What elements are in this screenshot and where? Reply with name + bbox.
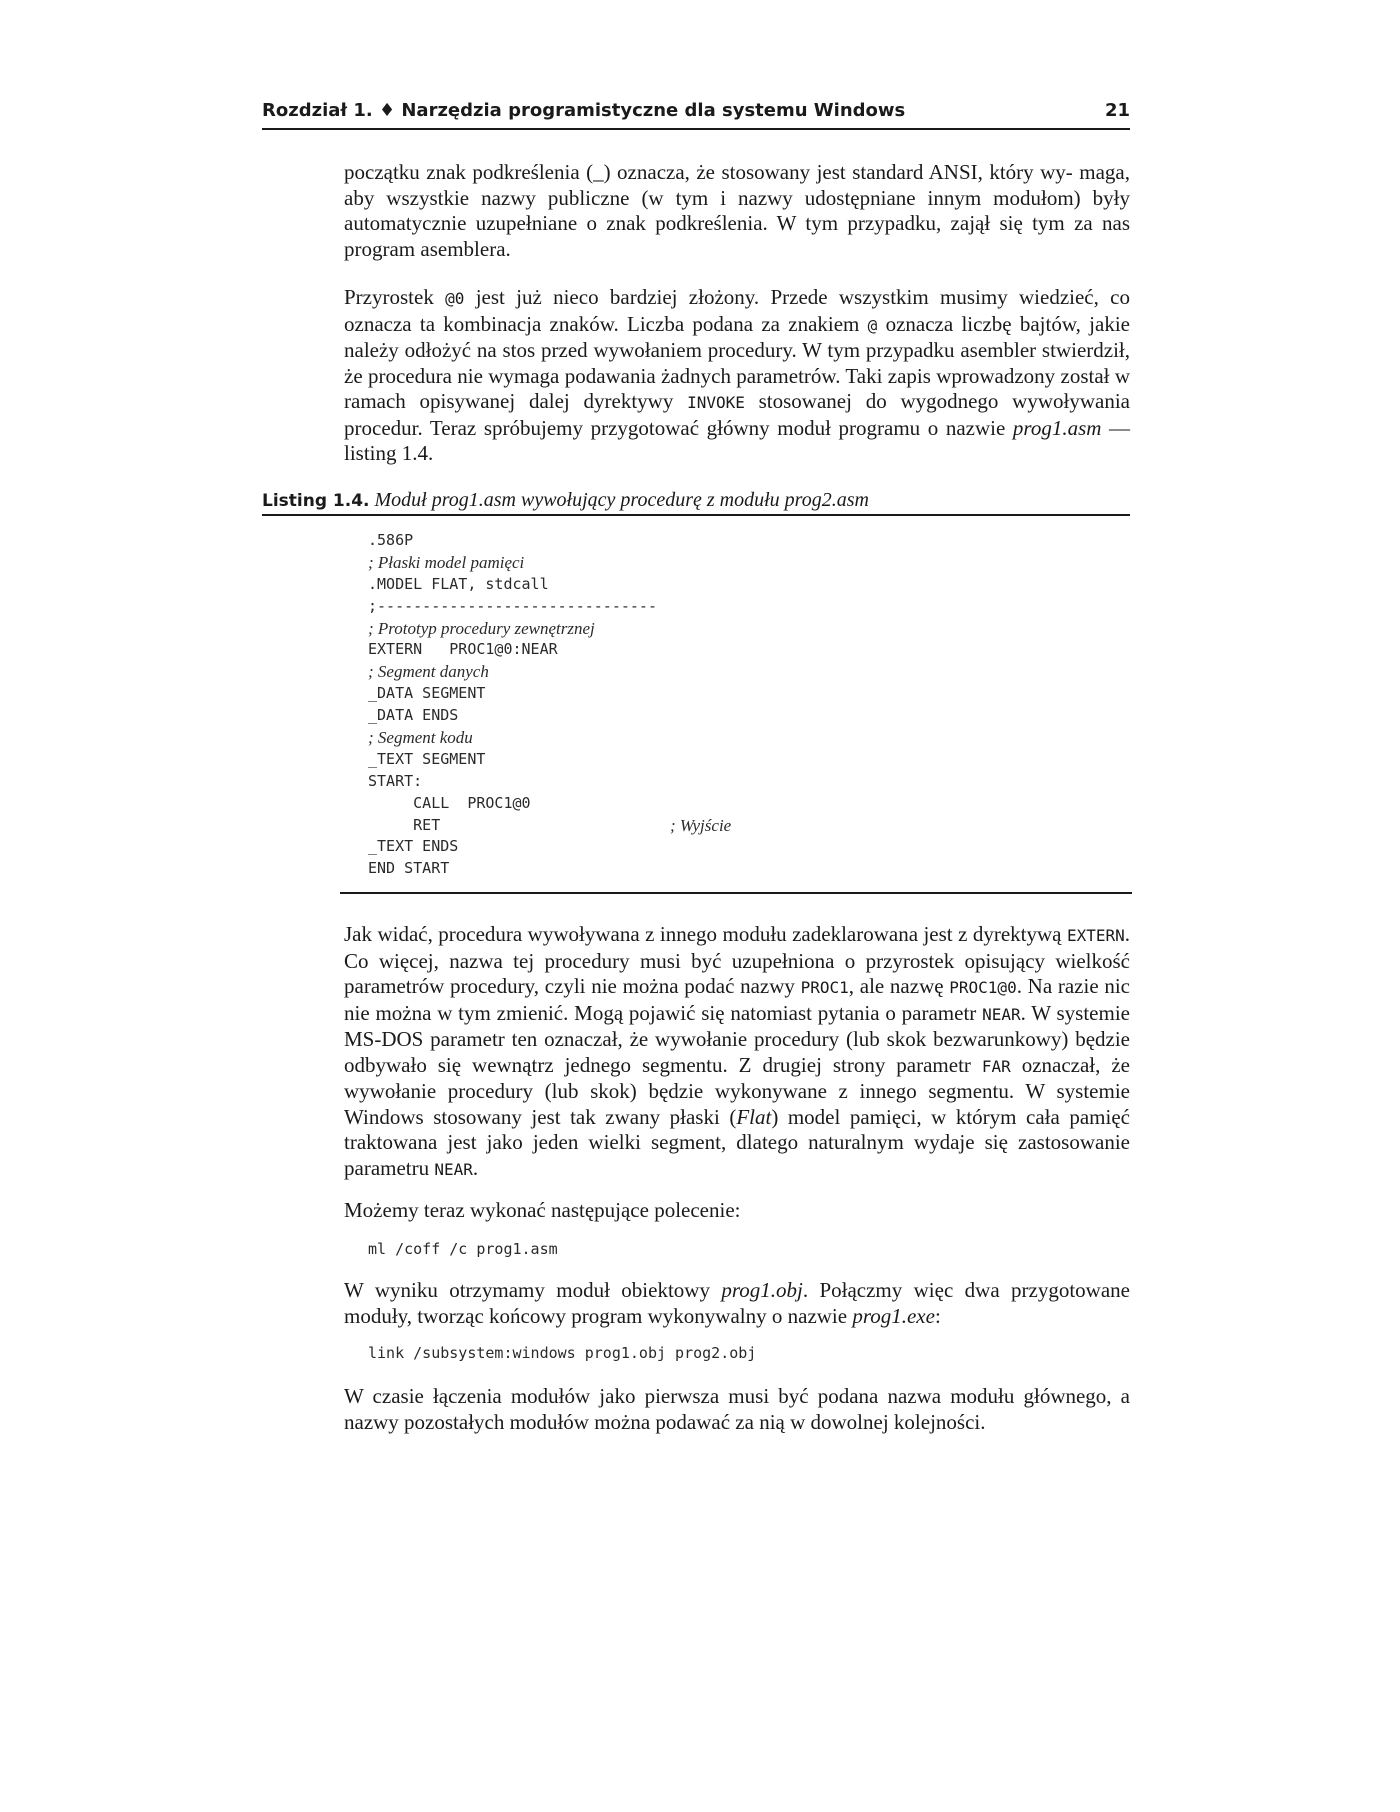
code-line (368, 552, 928, 574)
text-run: — listing 1.4. (344, 415, 1131, 465)
para1-line-3: były automatycznie uzupełniane o znak podkreślenia. W tym przypadku, zajął się tym (344, 185, 1130, 235)
code-trailing-comment: ; Wyjście (670, 815, 732, 835)
code-line (368, 661, 928, 683)
filename-italic: prog1.asm (1012, 415, 1102, 440)
text-run: . Połączmy więc dwa przygotowane moduły, tworząc końcowy program wykonywalny o nazwie (344, 1278, 1130, 1328)
text-run: . (472, 1155, 479, 1180)
paragraph-4-text: Możemy teraz wykonać następujące polecenie: (344, 1198, 741, 1222)
page-header (262, 98, 1130, 130)
paragraph-6 (344, 1384, 1130, 1435)
code-line (368, 749, 928, 771)
code-text: _DATA SEGMENT (368, 684, 486, 703)
paragraph-2 (344, 285, 1130, 467)
code-text: RET (368, 815, 441, 834)
paragraph-4 (344, 1198, 1130, 1224)
code-inline: @ (867, 315, 878, 335)
code-text: START: (368, 771, 423, 790)
text-run: stosowanej do wygodnego wywoływania procedur. Teraz spróbujemy przygotować główny moduł programu o nazwie (344, 389, 1130, 440)
para1-line-1: początku znak podkreślenia (_) oznacza, że stosowany jest standard ANSI, który wy- (344, 160, 1073, 184)
code-line (368, 596, 928, 618)
code-inline: NEAR (434, 1159, 473, 1179)
para1-line-4: za nas program asemblera. (344, 211, 1131, 261)
code-text: EXTERN PROC1@0:NEAR (368, 640, 558, 659)
text-run: ) model pamięci, w którym cała pamięć traktowana jest jako jeden wielki segment, dlatego naturalnym wydaje się zastosowanie parametru (344, 1104, 1130, 1180)
paragraph-1 (344, 160, 1130, 262)
code-inline: PROC1 (800, 978, 849, 997)
paragraph-6-text: W czasie łączenia modułów jako pierwsza musi być podana nazwa modułu głównego, a nazwy pozostałych modułów można podawać za nią w dowolnej kolejności. (344, 1384, 1130, 1434)
filename-italic: prog1.obj (721, 1278, 803, 1302)
code-inline: FAR (981, 1056, 1011, 1076)
code-text: _TEXT SEGMENT (368, 749, 486, 768)
code-text: ;------------------------------- (368, 596, 657, 615)
command-compile: ml /coff /c prog1.asm (368, 1240, 558, 1258)
command-link: link /subsystem:windows prog1.obj prog2.obj (368, 1344, 757, 1362)
code-comment: ; Prototyp procedury zewnętrznej (368, 618, 595, 638)
italic-term: Flat (736, 1104, 772, 1129)
code-comment: ; Segment danych (368, 662, 489, 682)
text-run: oznaczał, że wywołanie procedury (lub skok) będzie wykonywane z innego segmentu. W systemie Windows stosowany jest tak zwany płaski ( (344, 1052, 1130, 1129)
paragraph-5 (344, 1278, 1130, 1329)
code-line (368, 771, 928, 793)
listing-caption (262, 488, 1130, 516)
text-run: W wyniku otrzymamy moduł obiektowy (344, 1278, 722, 1302)
code-line (368, 574, 928, 596)
code-line (368, 639, 928, 661)
text-run: . Na razie nic nie można w tym zmienić. Mogą pojawić się natomiast pytania o parametr (344, 974, 1130, 1025)
code-line (368, 836, 928, 858)
code-inline: EXTERN (1066, 926, 1125, 945)
code-text: .MODEL FLAT, stdcall (368, 574, 549, 593)
code-line (368, 618, 928, 640)
code-text: _TEXT ENDS (368, 837, 459, 856)
para1-line-2: maga, aby wszystkie nazwy publiczne (w tym i nazwy udostępniane innym modułom) (344, 160, 1130, 210)
text-run: : (934, 1303, 941, 1328)
listing-label: Listing 1.4. (262, 491, 370, 511)
code-line (368, 815, 928, 837)
text-run: . Co więcej, nazwa tej procedury musi być uzupełniona o przyrostek opisujący wielkość parametrów procedury, czyli nie można podać nazwy (344, 922, 1130, 998)
text-run: oznacza liczbę bajtów, jakie należy odłożyć na stos przed wywołaniem procedury. W tym przypadku asembler stwierdził, że procedura nie wymaga podawania żadnych parametrów. Taki zapis wprowadzony został w ramach opisywanej dalej dyrektywy (344, 311, 1130, 413)
page-number: 21 (1104, 100, 1130, 121)
code-text: END START (368, 859, 450, 878)
code-comment: ; Segment kodu (368, 728, 473, 748)
code-line (368, 727, 928, 749)
code-line (368, 793, 928, 815)
listing-end-rule (340, 892, 1132, 894)
code-listing (368, 530, 928, 880)
code-text: .586P (368, 531, 414, 549)
code-line (368, 683, 928, 705)
paragraph-3-text (344, 922, 1130, 1182)
code-line (368, 705, 928, 727)
paragraph-1-text (344, 160, 1130, 262)
code-inline: @0 (445, 289, 465, 308)
text-run: Jak widać, procedura wywoływana z innego modułu zadeklarowana jest z dyrektywą (344, 922, 1067, 946)
listing-title: Moduł prog1.asm wywołujący procedurę z modułu prog2.asm (374, 489, 869, 511)
code-text: CALL PROC1@0 (368, 793, 531, 812)
text-run: jest już nieco bardziej złożony. Przede wszystkim musimy wiedzieć, co oznacza ta kombinacja znaków. Liczba podana za znakiem (344, 285, 1130, 336)
paragraph-3 (344, 922, 1130, 1182)
chapter-title: Rozdział 1. ♦ Narzędzia programistyczne dla systemu Windows (262, 100, 906, 121)
paragraph-5-text (344, 1278, 1130, 1329)
code-text: _DATA ENDS (368, 706, 459, 725)
filename-italic: prog1.exe (852, 1303, 935, 1328)
code-comment: ; Płaski model pamięci (368, 552, 525, 572)
code-inline: PROC1@0 (949, 978, 1017, 997)
code-inline: NEAR (982, 1004, 1021, 1024)
text-run: . W systemie MS-DOS parametr ten oznaczał, że wywołanie procedury (lub skok bezwarunkowy) będzie odbywało się wewnątrz jednego segmentu. Z drugiej strony parametr (344, 1000, 1130, 1077)
code-line (368, 858, 928, 880)
code-line (368, 530, 928, 552)
paragraph-2-text (344, 285, 1130, 467)
code-inline: INVOKE (687, 393, 745, 412)
text-run: , ale nazwę (848, 974, 950, 998)
text-run: Przyrostek (344, 285, 446, 309)
